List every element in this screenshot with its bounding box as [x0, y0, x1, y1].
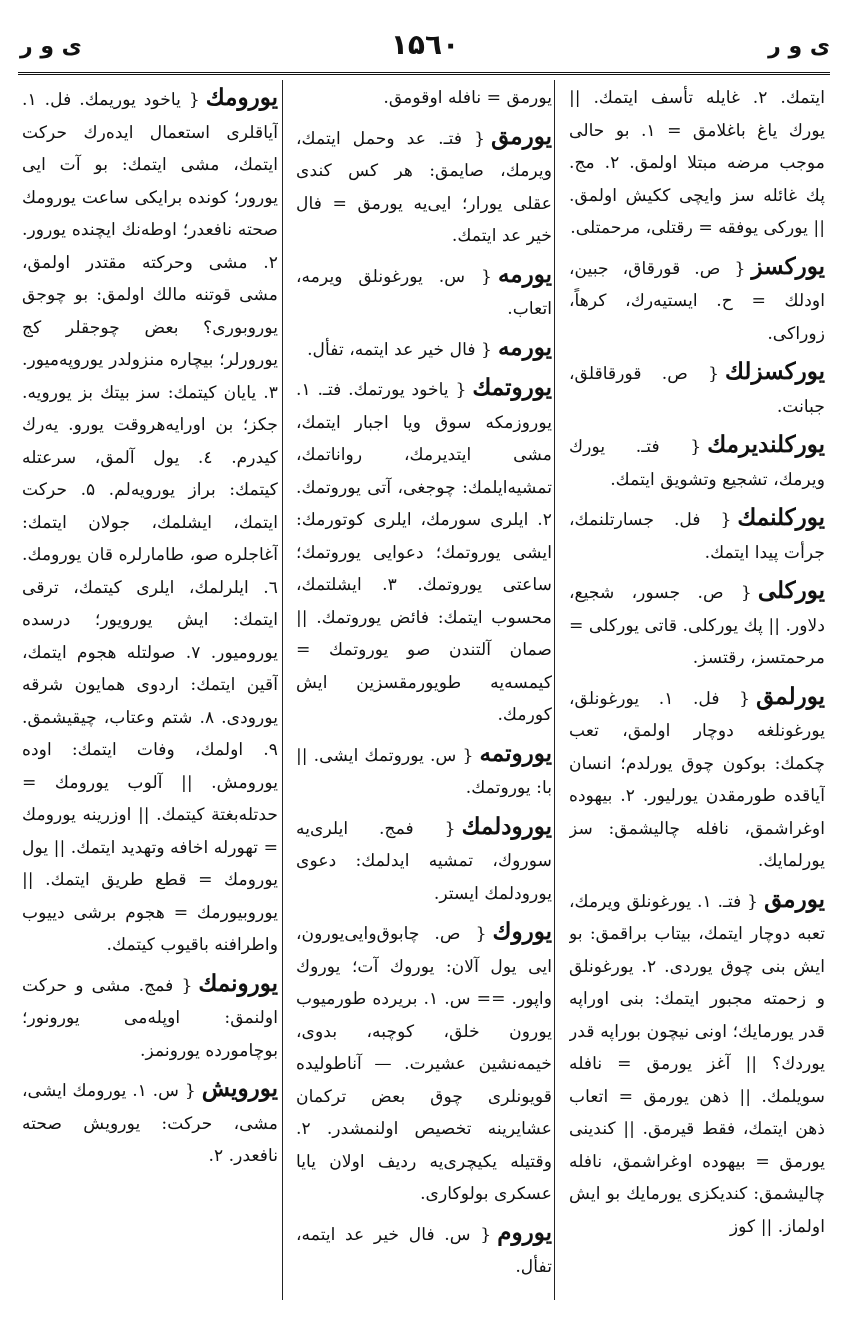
entry-headword: یورمه — [497, 260, 552, 288]
dictionary-entry — [569, 502, 825, 569]
entry-headword: یورویش — [201, 1075, 278, 1102]
dictionary-entry — [22, 968, 278, 1068]
entry-definition: { س. ۱. یورومك ایشی، مشی، حرکت: یورویش صحته نافعدر. ۲. — [22, 1081, 278, 1166]
entry-headword: یوركلی — [757, 577, 825, 604]
dictionary-entry — [296, 332, 552, 367]
entry-definition: { فمج. ایلری‌یه سوروك، تمشیه ایدلمك: دعوی یورودلمك ایستر. — [296, 818, 552, 904]
dictionary-entry — [296, 811, 552, 911]
dictionary-entry — [296, 121, 552, 253]
dictionary-entry — [569, 681, 825, 878]
entry-headword: یورلمق — [756, 682, 825, 710]
dictionary-entry — [296, 372, 552, 732]
entry-headword: یوروتمه — [479, 739, 552, 767]
page-number: ۱۵٦۰ — [390, 28, 460, 61]
entry-headword: یوروك — [492, 918, 552, 945]
entry-definition: { فتـ. ۱. یورغونلق ویرمك، تعبه دوچار ایتمك، بیتاب براقمق: بو ایش بنی چوق یوردی. ۲. یورغونلق و زحمته مجبور ایتمك: بنی اوراپه قدر یورمایك؛ اونی نیچون بوراپه قدر یوردك؟ || آغز یورمق = نافله سویلمك. || ذهن یورمق = اتعاب ذهن ایتمك، فقط قیرمق. || کندینی یورمق = بیهوده اوغراشمق، نافله چالیشمق: کندیکزی یورمایك بو ایش اولماز. || کوز — [569, 891, 825, 1237]
entry-definition: { یاخود یورتمك. فتـ. ۱. یوروزمکه سوق ویا اجبار ایتمك، مشی ایتدیرمك، رواناتمك، تمشیه‌ایلمك: چوجغی، آتی یوروتمك. ۲. ایلری سورمك، ایلری کوتورمك: ایشی یوروتمك؛ دعوایی یوروتمك؛ ساعتی یوروتمك. ۳. ایشلتمك، محسوب ایتمك: فائض یوروتمك. || صمان آلتندن صو یوروتمك = کیمسه‌یه طویورمقسزین ایش کورمك. — [296, 380, 552, 725]
entry-definition: { س. یوروتمك ایشی. || با: یوروتمك. — [296, 745, 552, 798]
header-left-guide-word: ی و ر — [20, 34, 82, 59]
entry-headword: یورمق — [491, 122, 552, 150]
dictionary-entry — [296, 738, 552, 805]
entry-definition: { فال خیر عد ایتمه، تفأل. — [307, 339, 492, 360]
entry-headword: یورمق — [764, 885, 825, 913]
dictionary-entry — [569, 429, 825, 496]
column-middle — [296, 82, 552, 1297]
dictionary-entry — [296, 916, 552, 1211]
entry-headword: یوركلندیرمك — [707, 431, 825, 458]
entry-headword: یورومك — [205, 84, 278, 111]
entry-definition: { فمج. مشی و حرکت اولنمق: اوپله‌می یورونور؛ بوچامورده یورونمز. — [22, 975, 278, 1061]
entry-definition: { س. فال خیر عد ایتمه، تفأل. — [296, 1224, 552, 1277]
entry-headword: یورمه — [497, 333, 552, 361]
entry-definition: { ص. قورقاقلق، جبانت. — [569, 364, 825, 417]
column-right — [569, 82, 825, 1297]
dictionary-entry — [296, 259, 552, 326]
dictionary-entry — [569, 884, 825, 1244]
entry-definition: { فتـ. عد وحمل ایتمك، ویرمك، صایمق: هر کس کندی عقلی یورار؛ ایی‌یه یورمق = فال خیر عد ایتمك. — [296, 128, 552, 246]
entry-definition: { ص. قورقاق، جبین، اودلك = ح. ایستیه‌رك، کرهاً، زوراکی. — [569, 258, 825, 344]
entry-definition: { فتـ. یورك ویرمك، تشجیع وتشویق ایتمك. — [569, 437, 825, 490]
dictionary-entry — [296, 82, 552, 115]
entry-definition: { فل. جسارتلنمك، جرأت پیدا ایتمك. — [569, 510, 825, 563]
dictionary-entry — [569, 82, 825, 245]
entry-headword: یوروتمك — [472, 374, 552, 401]
dictionary-entry — [569, 356, 825, 423]
entry-definition: یورمق = نافله اوقومق. — [383, 88, 552, 108]
header-right-guide-word: ی و ر — [768, 34, 830, 59]
entry-definition: { س. یورغونلق ویرمه، اتعاب. — [296, 266, 552, 319]
column-left — [22, 82, 278, 1297]
page-header — [20, 28, 830, 68]
entry-headword: یورودلمك — [461, 812, 552, 840]
header-rule — [18, 72, 830, 75]
entry-headword: یورونمك — [198, 969, 278, 997]
entry-headword: یوركلنمك — [737, 504, 825, 531]
dictionary-entry — [296, 1217, 552, 1284]
entry-definition: { فل. ۱. یورغونلق، یورغونلغه دوچار اولمق، تعب چکمك: بوکون چوق یورلدم؛ انسان آیاقده طورمقدن یورلیور. ۲. بیهوده اوغراشمق، نافله چالیشمق: سز یورلمایك. — [569, 688, 825, 871]
dictionary-entry — [569, 575, 825, 675]
entry-headword: یوركسزلك — [725, 358, 825, 385]
dictionary-entry — [22, 82, 278, 962]
entry-definition: { ص. چابوق‌وایی‌یورون، ایی یول آلان: یوروك آت؛ یوروك واپور. == س. ۱. بریرده طورمیوب یورون خلق، کوچبه، بدوی، خیمه‌نشین عشیرت. — آناطولیده قویونلری چوق بعض ترکمان عشایرینه تخصیص اولنمشدر. ۲. وقتیله یکیچری‌یه ردیف اولان یایا عسکری بولوکاری. — [296, 924, 552, 1204]
entry-headword: یوركسز — [751, 252, 825, 280]
entry-headword: یوروم — [497, 1218, 552, 1246]
dictionary-entry — [569, 251, 825, 351]
entry-definition: ایتمك. ۲. غایله تأسف ایتمك. || یورك یاغ باغلامق = ۱. بو حالی موجب مرضه مبتلا اولمق. ۲. مج. پك غائله سز وایچی ککیش اولمق. || یورکی یوفقه = رقتلی، مرحمتلی. — [569, 88, 825, 238]
column-divider — [554, 80, 555, 1300]
dictionary-entry — [22, 1073, 278, 1173]
entry-definition: { ص. جسور، شجیع، دلاور. || پك یوركلی. قاتی یوركلی = مرحمتسز، رقتسز. — [569, 583, 825, 668]
entry-definition: { یاخود یوریمك. فل. ۱. آیاقلری استعمال ایده‌رك حرکت ایتمك، مشی ایتمك: بو آت ایی یورور؛ کونده برایکی ساعت یورومك صحته نافعدر؛ اوطه‌نك ایچنده یورور. ۲. مشی وحرکته مقتدر اولمق، مشی قوتنه مالك اولمق: بو چوجق یوروبوری؟ بعض چوجقلر کج یورورلر؛ بیچاره منزولدر یوروپه‌میور. ۳. یایان کیتمك: سز بیتك بز یورویه. جکز؛ بن اورایه‌هروقت یورو. یه‌رك کیدرم. ٤. یول آلمق، سرعتله کیتمك: براز یورویه‌لم. ۵. حرکت ایتمك، ایشلمك، جولان ایتمك: آغاجلره صو، طامارلره قان یورومك. ٦. ایلرلمك، ایلری کیتمك، ترقی ایتمك: ایش یورویور؛ درسده یورومیور. ۷. صولتله هجوم ایتمك، آقین ایتمك: اردوی همایون شرقه یورودی. ۸. شتم وعتاب، چیقیشمق. ۹. اولمك، وفات ایتمك: اوده یورومش. || آلوب یورومك = حدتله‌بغتة کیتمك. || اوزرینه یورومك = تهورله اخافه وتهدید ایتمك. || یول یورومك = قطع طریق ایتمك. || یوروبیورمك = هجوم برشی دییوب واطرافنه باقیوب کیتمك. — [22, 90, 278, 955]
column-divider — [282, 80, 283, 1300]
